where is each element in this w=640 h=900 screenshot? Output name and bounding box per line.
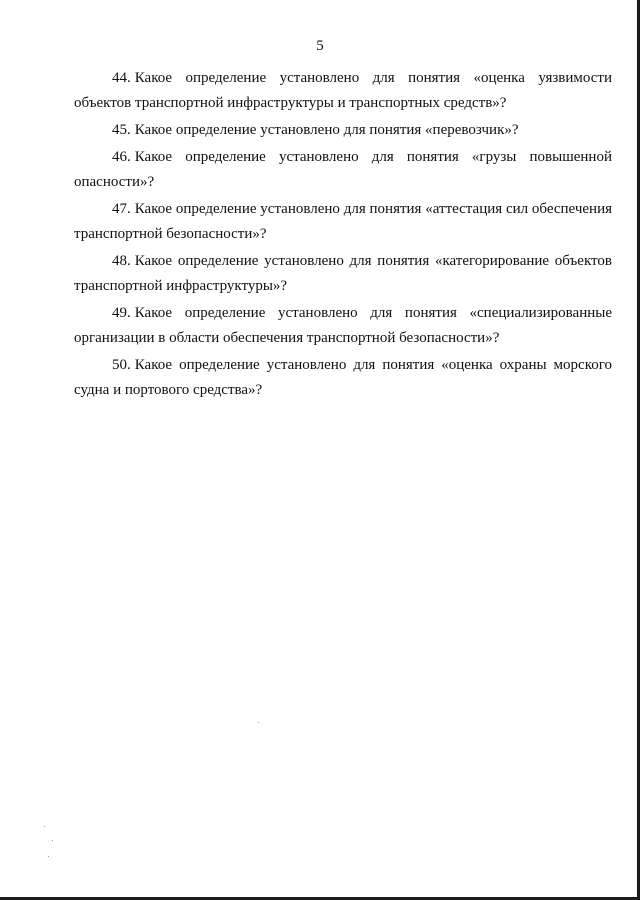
question-item (74, 145, 612, 195)
question-number: 46. (112, 149, 131, 165)
question-number: 45. (112, 122, 131, 138)
scan-speck (48, 856, 49, 857)
page-number: 5 (316, 38, 324, 54)
question-text: Какое определение установлено для понятия «грузы повышенной опасности»? (74, 149, 612, 190)
question-item (74, 353, 612, 403)
question-number: 48. (112, 253, 131, 269)
question-number: 50. (112, 357, 131, 373)
question-item (74, 66, 612, 116)
question-item (74, 118, 612, 143)
question-text: Какое определение установлено для понятия «аттестация сил обеспечения транспортной безопасности»? (74, 201, 612, 242)
question-text: Какое определение установлено для понятия «оценка уязвимости объектов транспортной инфраструктуры и транспортных средств»? (74, 70, 612, 111)
question-number: 49. (112, 305, 131, 321)
scan-speck (258, 722, 259, 723)
question-item (74, 197, 612, 247)
scan-speck (52, 840, 53, 841)
question-item (74, 249, 612, 299)
question-text: Какое определение установлено для понятия «специализированные организации в области обеспечения транспортной безопасности»? (74, 305, 612, 346)
scan-speck (44, 826, 45, 827)
question-number: 44. (112, 70, 131, 86)
question-list (74, 66, 612, 405)
question-item (74, 301, 612, 351)
question-number: 47. (112, 201, 131, 217)
question-text: Какое определение установлено для понятия «перевозчик»? (134, 122, 519, 138)
question-text: Какое определение установлено для понятия «оценка охраны морского судна и портового средства»? (74, 357, 612, 398)
question-text: Какое определение установлено для понятия «категорирование объектов транспортной инфраструктуры»? (74, 253, 612, 294)
